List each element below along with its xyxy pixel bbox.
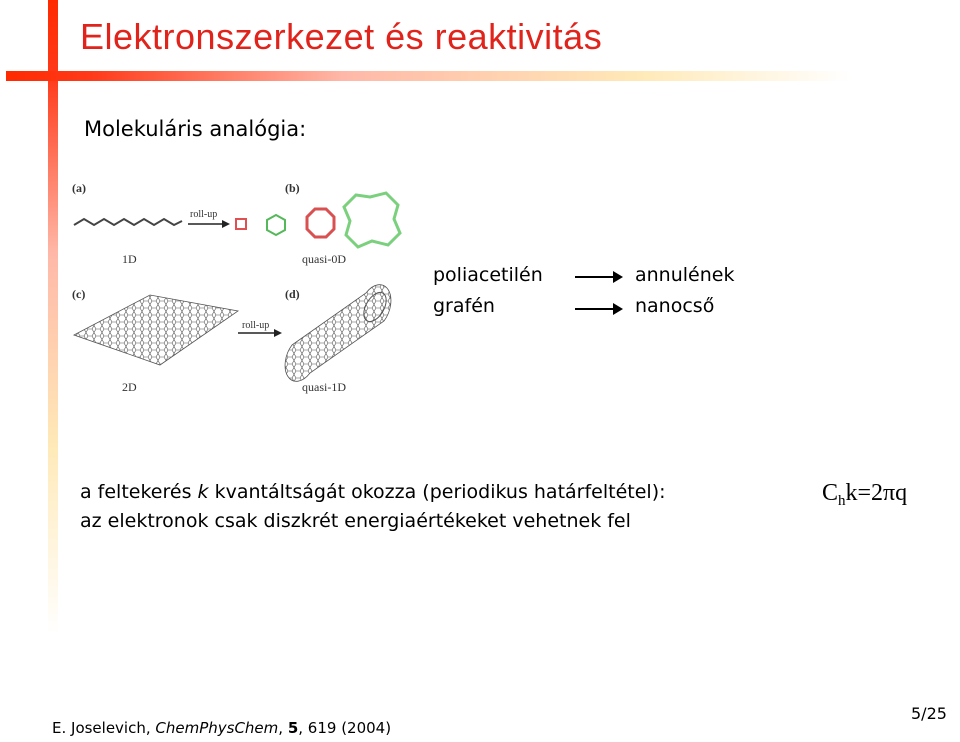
label-1d: 1D	[122, 252, 137, 266]
label-quasi-0d: quasi-0D	[302, 252, 346, 266]
figure-drawing	[70, 175, 402, 410]
body-line-1-start: a feltekerés	[80, 481, 198, 503]
roll-up-label-bottom: roll-up	[242, 320, 270, 331]
analogy-right-1: annulének	[635, 264, 735, 286]
panel-label-a: (a)	[72, 181, 86, 195]
equation-subscript: h	[838, 493, 846, 509]
page-number: 5/25	[911, 704, 947, 723]
body-line-2: az elektronok csak diszkrét energiaértékeket vehetnek fel	[80, 510, 631, 532]
variable-k: k	[197, 481, 209, 503]
citation-journal: ChemPhysChem	[155, 719, 279, 737]
panel-label-d: (d)	[285, 287, 300, 301]
roll-up-label-top: roll-up	[190, 209, 218, 220]
slide-subtitle: Molekuláris analógia:	[84, 117, 307, 141]
label-2d: 2D	[122, 380, 137, 394]
equation-rest: k=2πq	[845, 480, 908, 506]
citation-rest: , 619 (2004)	[298, 719, 392, 737]
graphene-sheet	[74, 295, 238, 365]
quantization-equation	[822, 480, 907, 510]
citation-footer	[52, 719, 391, 737]
nanotube	[285, 285, 391, 382]
arrow-right-1	[575, 276, 621, 278]
arrow-right-2	[575, 308, 621, 310]
analogy-left-2: grafén	[433, 295, 495, 317]
annulene-square	[236, 219, 246, 229]
annulene-octagon	[307, 209, 334, 237]
body-line-1	[80, 481, 666, 503]
analogy-left-1: poliacetilén	[433, 264, 543, 286]
annulene-hexagon	[267, 215, 285, 235]
citation-volume: 5	[287, 719, 299, 737]
citation-sep: ,	[278, 719, 288, 737]
annulene-large-ring	[344, 193, 400, 247]
slide-title: Elektronszerkezet és reaktivitás	[80, 16, 603, 57]
panel-label-c: (c)	[72, 287, 86, 301]
label-quasi-1d: quasi-1D	[302, 380, 346, 394]
body-line-1-end: kvantáltságát okozza (periodikus határfeltétel):	[208, 481, 666, 503]
citation-author: E. Joselevich,	[52, 719, 156, 737]
molecular-analogy-figure	[70, 175, 402, 410]
analogy-right-2: nanocső	[635, 295, 715, 317]
panel-label-b: (b)	[285, 181, 300, 195]
equation-c: C	[822, 480, 839, 506]
polyacetylene-chain	[74, 219, 182, 225]
accent-bar-horizontal	[6, 71, 851, 81]
accent-bar-vertical	[48, 0, 58, 635]
